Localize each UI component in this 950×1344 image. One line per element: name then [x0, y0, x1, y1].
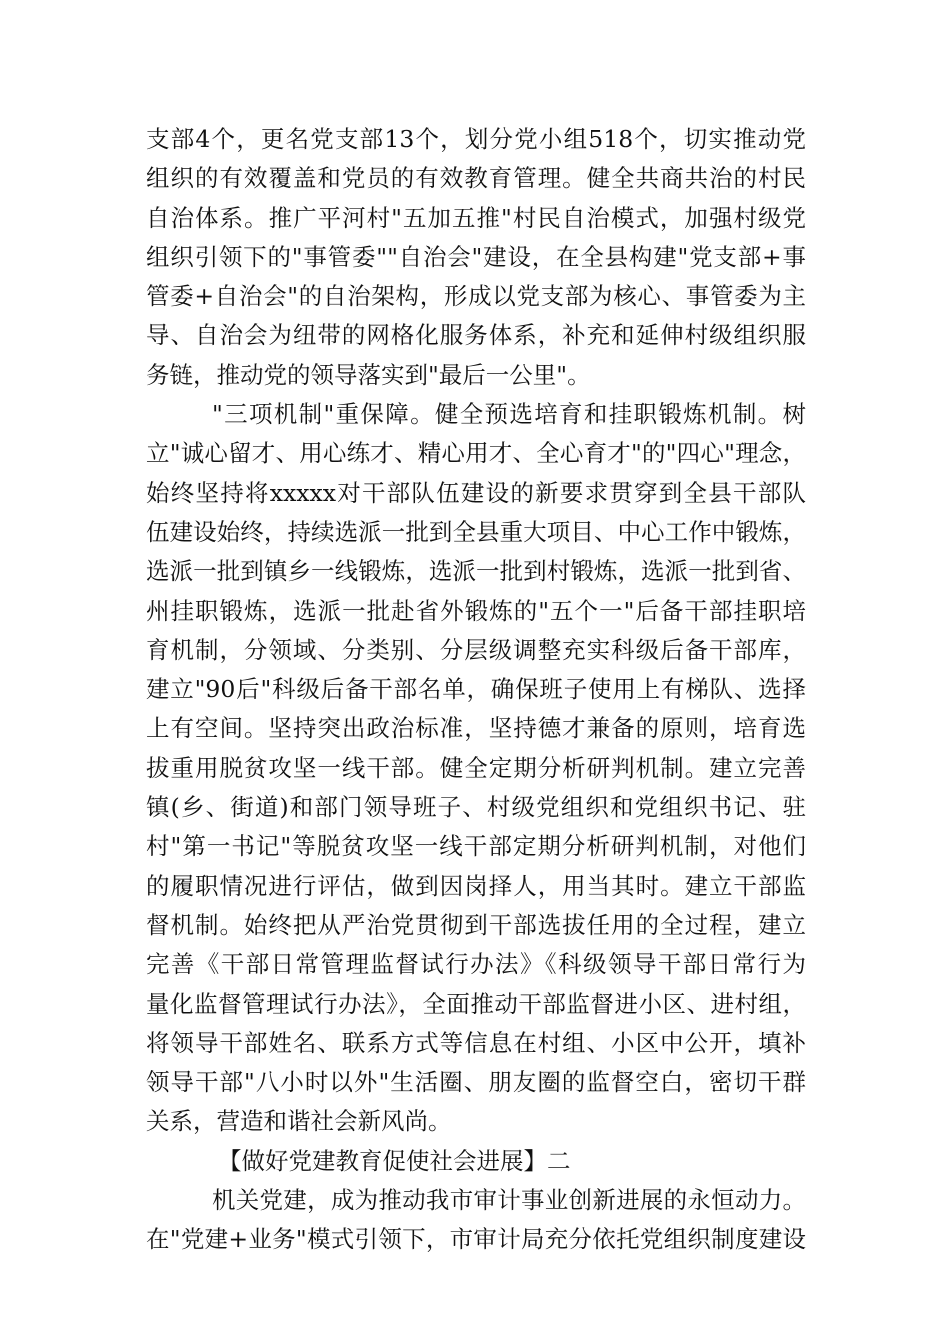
text-line: 领导干部"八小时以外"生活圈、朋友圈的监督空白，密切干群	[146, 1068, 806, 1097]
text-line: 量化监督管理试行办法》，全面推动干部监督进小区、进村组，	[146, 989, 806, 1018]
text-line: 州挂职锻炼，选派一批赴省外锻炼的"五个一"后备干部挂职培	[146, 596, 806, 625]
text-line: 务链，推动党的领导落实到"最后一公里"。	[146, 360, 591, 389]
text-line: 的履职情况进行评估，做到因岗择人，用当其时。建立干部监	[146, 871, 806, 900]
text-line: 督机制。始终把从严治党贯彻到干部选拔任用的全过程，建立	[146, 910, 806, 939]
text-line: 育机制，分领域、分类别、分层级调整充实科级后备干部库，	[146, 635, 806, 664]
text-line: 管委+自治会"的自治架构，形成以党支部为核心、事管委为主	[146, 282, 806, 311]
text-line: 村"第一书记"等脱贫攻坚一线干部定期分析研判机制，对他们	[146, 832, 806, 861]
text-line: 将领导干部姓名、联系方式等信息在村组、小区中公开，填补	[146, 1028, 806, 1057]
paragraph-start-line: "三项机制"重保障。健全预选培育和挂职锻炼机制。树	[212, 400, 806, 429]
text-line: 自治体系。推广平河村"五加五推"村民自治模式，加强村级党	[146, 203, 806, 232]
body-text	[146, 120, 806, 1260]
text-line: 导、自治会为纽带的网格化服务体系，补充和延伸村级组织服	[146, 321, 806, 350]
text-line: 立"诚心留才、用心练才、精心用才、全心育才"的"四心"理念，	[146, 439, 806, 468]
text-line: 组织的有效覆盖和党员的有效教育管理。健全共商共治的村民	[146, 164, 806, 193]
text-line: 在"党建+业务"模式引领下，市审计局充分依托党组织制度建设	[146, 1225, 806, 1254]
text-line: 伍建设始终，持续选派一批到全县重大项目、中心工作中锻炼，	[146, 517, 806, 546]
text-line: 支部4个，更名党支部13个，划分党小组518个，切实推动党	[146, 125, 806, 153]
text-line: 关系，营造和谐社会新风尚。	[146, 1107, 452, 1136]
text-line: 上有空间。坚持突出政治标准，坚持德才兼备的原则，培育选	[146, 714, 806, 743]
text-line: 镇(乡、街道)和部门领导班子、村级党组织和党组织书记、驻	[146, 793, 806, 822]
text-line: 拔重用脱贫攻坚一线干部。健全定期分析研判机制。建立完善	[146, 753, 806, 782]
text-line: 完善《干部日常管理监督试行办法》《科级领导干部日常行为	[146, 950, 806, 979]
section-heading: 【做好党建教育促使社会进展】二	[218, 1146, 571, 1175]
text-line: 组织引领下的"事管委""自治会"建设，在全县构建"党支部+事	[146, 242, 806, 271]
text-line: 始终坚持将xxxxx对干部队伍建设的新要求贯穿到全县干部队	[146, 478, 806, 507]
paragraph-start-line: 机关党建，成为推动我市审计事业创新进展的永恒动力。	[212, 1186, 806, 1215]
text-line: 选派一批到镇乡一线锻炼，选派一批到村锻炼，选派一批到省、	[146, 557, 806, 586]
text-line: 建立"90后"科级后备干部名单，确保班子使用上有梯队、选择	[146, 675, 806, 704]
